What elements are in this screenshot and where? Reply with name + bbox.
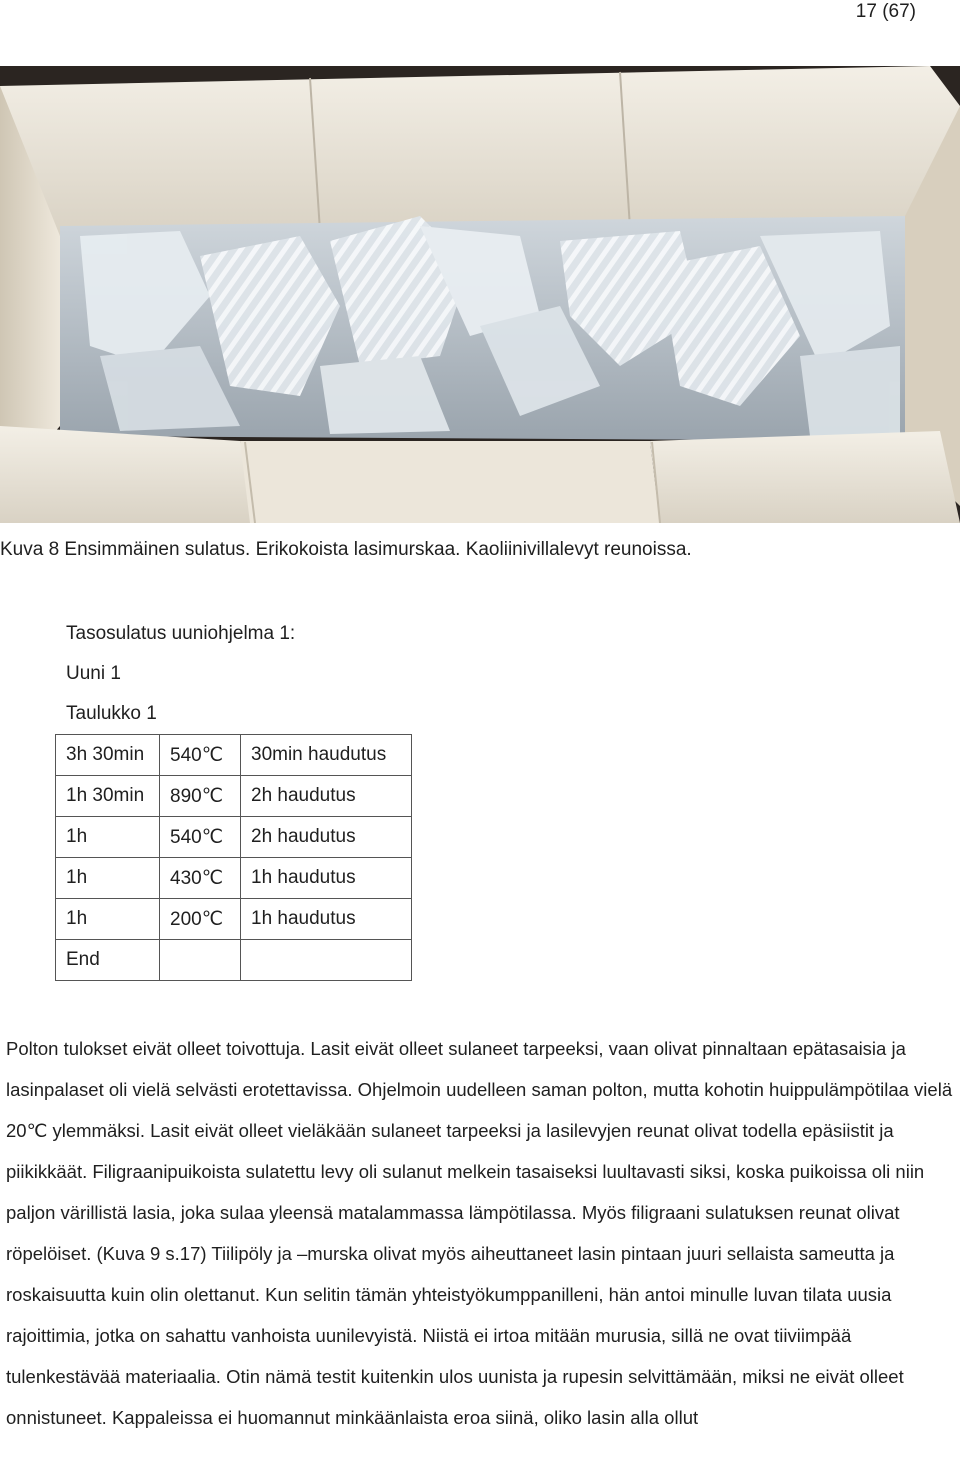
table-row [56, 858, 412, 899]
hold-cell: 1h haudutus [241, 899, 412, 940]
temperature-cell: 540℃ [160, 817, 241, 858]
table-row [56, 940, 412, 981]
hold-cell [241, 940, 412, 981]
body-paragraph: Polton tulokset eivät olleet toivottuja. Lasit eivät olleet sulaneet tarpeeksi, vaan olivat pinnaltaan epätasaisia ja lasinpalaset oli vielä selvästi erotettavissa. Ohjelmoin uudelleen saman polton, mutta kohotin huippulämpötilaa vielä 20℃ ylemmäksi. Lasit eivät olleet vieläkään sulaneet tarpeeksi ja lasilevyjen reunat olivat todella epäsiistit ja piikikkäät. Filigraanipuikoista sulatettu levy oli sulanut melkein tasaiseksi luultavasti siksi, koska puikoissa oli niin paljon värillistä lasia, joka sulaa yleensä matalammassa lämpötilassa. Myös filigraani sulatuksen reunat olivat röpelöiset. (Kuva 9 s.17) Tiilipöly ja –murska olivat myös aiheuttaneet lasin pintaan juuri sellaista sameutta ja roskaisuutta kuin olin olettanut. Kun selitin tämän yhteistyökumppanilleni, hän antoi minulle luvan tilata uusia rajoittimia, jotka on sahattu vanhoista uunilevyistä. Niistä ei irtoa mitään murusia, sillä ne ovat tiiviimpää tulenkestävää materiaalia. Otin nämä testit kuitenkin ulos uunista ja rupesin selvittämään, miksi ne eivät olleet onnistuneet. Kappaleissa ei huomannut minkäänlaista eroa siinä, oliko lasin alla ollut [6, 1038, 953, 1428]
table-row [56, 735, 412, 776]
page-number: 17 (67) [855, 1, 916, 22]
temperature-cell: 430℃ [160, 858, 241, 899]
time-cell: 1h [56, 899, 160, 940]
temperature-cell [160, 940, 241, 981]
oven-label: Uuni 1 [66, 663, 121, 684]
kiln-photo [0, 66, 960, 523]
time-cell: 1h [56, 858, 160, 899]
time-cell: 1h [56, 817, 160, 858]
temperature-cell: 200℃ [160, 899, 241, 940]
time-cell: 3h 30min [56, 735, 160, 776]
hold-cell: 30min haudutus [241, 735, 412, 776]
firing-schedule-table [55, 734, 412, 981]
table-row [56, 899, 412, 940]
hold-cell: 1h haudutus [241, 858, 412, 899]
time-cell: End [56, 940, 160, 981]
table-row [56, 776, 412, 817]
hold-cell: 2h haudutus [241, 776, 412, 817]
program-heading: Tasosulatus uuniohjelma 1: [66, 623, 296, 644]
figure-caption: Kuva 8 Ensimmäinen sulatus. Erikokoista lasimurskaa. Kaoliinivillalevyt reunoissa. [0, 539, 692, 560]
temperature-cell: 890℃ [160, 776, 241, 817]
temperature-cell: 540℃ [160, 735, 241, 776]
table-row [56, 817, 412, 858]
hold-cell: 2h haudutus [241, 817, 412, 858]
table-label: Taulukko 1 [66, 703, 157, 724]
time-cell: 1h 30min [56, 776, 160, 817]
